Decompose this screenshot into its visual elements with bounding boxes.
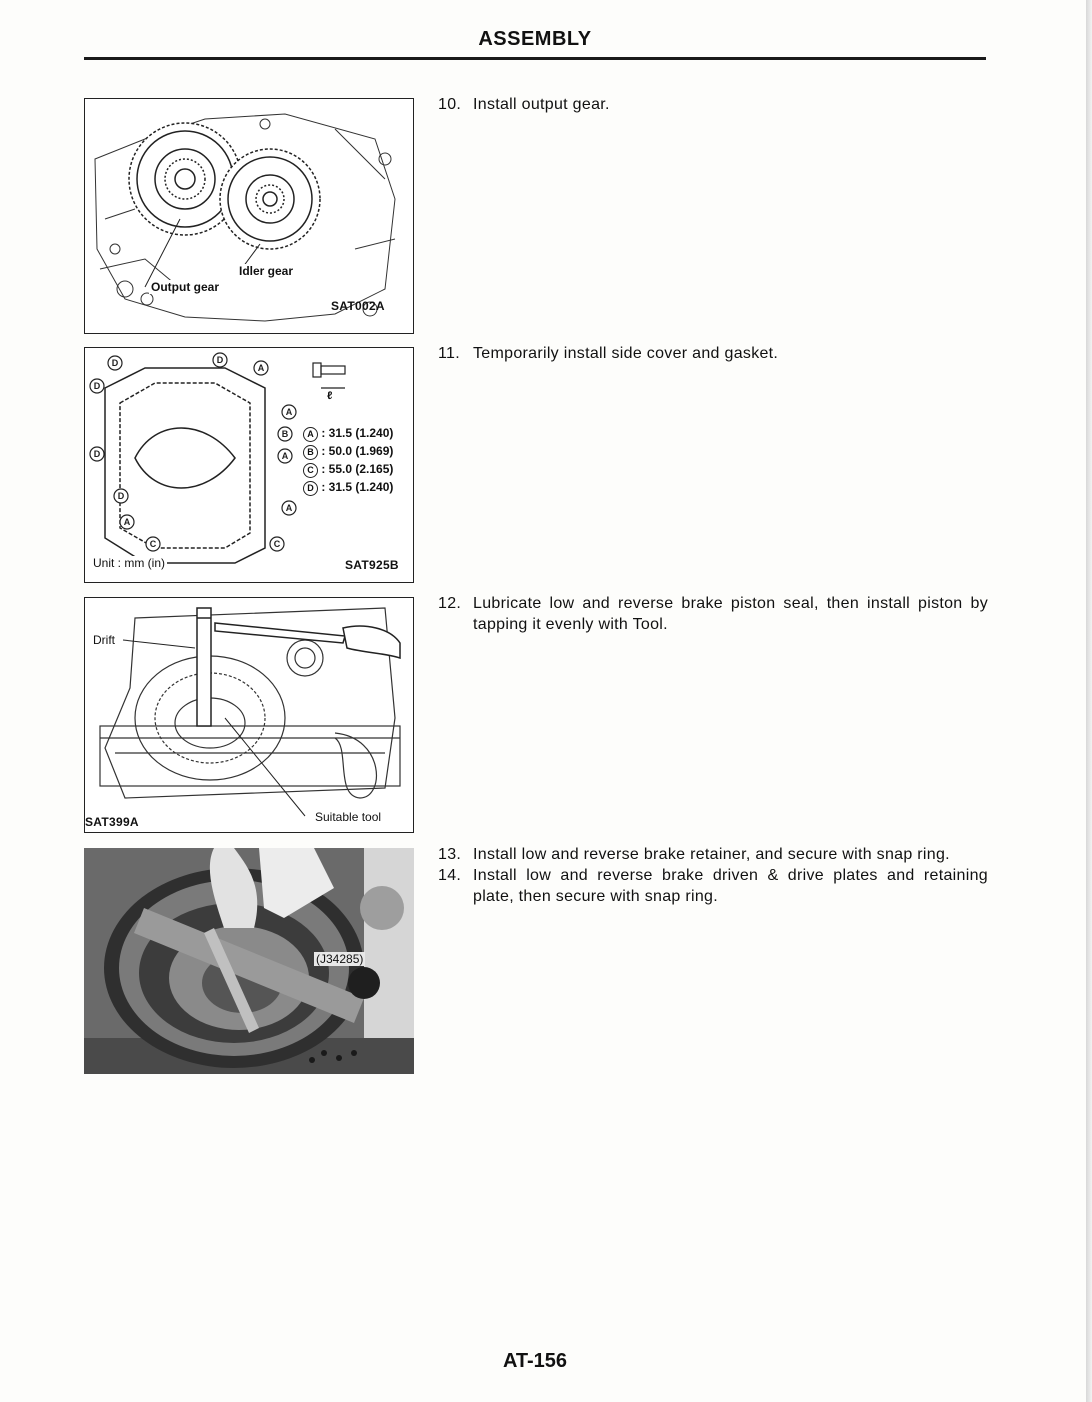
tool-number-label: (J34285) [316,952,364,966]
step-text: Temporarily install side cover and gasket. [473,345,779,362]
spec-a: A : 31.5 (1.240) [303,424,393,442]
header-rule [84,57,986,60]
svg-text:D: D [93,381,101,391]
suitable-tool-label: Suitable tool [315,810,382,824]
svg-text:A: A [281,451,289,461]
spec-d: D : 31.5 (1.240) [303,478,393,496]
page-title: ASSEMBLY [478,28,592,50]
drift-label: Drift [93,633,115,647]
svg-text:D: D [216,355,224,365]
svg-text:D: D [117,491,125,501]
step-number: 14. [438,867,462,884]
svg-text:D: D [93,449,101,459]
figure-retainer-photo [84,848,414,1074]
idler-gear-label: Idler gear [239,264,294,278]
length-symbol: ℓ [327,390,333,402]
figure-code: SAT925B [345,558,399,572]
step-text: Install low and reverse brake retainer, and secure with snap ring. [473,846,950,863]
figure-code: SAT002A [331,299,385,313]
step-14 [438,865,988,907]
page-number: AT-156 [502,1350,568,1372]
step-number: 11. [438,345,460,362]
svg-text:B: B [281,429,289,439]
spec-list [303,424,393,496]
svg-text:A: A [285,503,293,513]
step-11 [438,343,988,364]
figure-side-cover [84,347,414,583]
spec-c: C : 55.0 (2.165) [303,460,393,478]
step-13-14 [438,844,988,907]
step-number: 10. [438,96,462,113]
svg-text:D: D [111,358,119,368]
step-number: 13. [438,846,462,863]
output-gear-label: Output gear [151,280,219,294]
page-edge-shadow [1086,0,1092,1402]
svg-text:C: C [273,539,281,549]
figure-output-gear [84,98,414,334]
piston-install-illustration [85,598,414,833]
step-text: Install low and reverse brake driven & drive plates and retaining plate, then secure with snap ring. [473,867,988,905]
svg-text:A: A [123,517,131,527]
svg-text:A: A [257,363,265,373]
svg-text:A: A [285,407,293,417]
step-10 [438,94,988,115]
step-text: Install output gear. [473,96,610,113]
spec-b: B : 50.0 (1.969) [303,442,393,460]
step-number: 12. [438,595,462,612]
figure-code: SAT399A [85,815,139,829]
step-12 [438,593,988,635]
step-13 [438,844,988,865]
figure-piston-install [84,597,414,833]
svg-text:C: C [149,539,157,549]
unit-label: Unit : mm (in) [93,556,165,570]
step-text: Lubricate low and reverse brake piston seal, then install piston by tapping it evenly with Tool. [473,595,988,633]
